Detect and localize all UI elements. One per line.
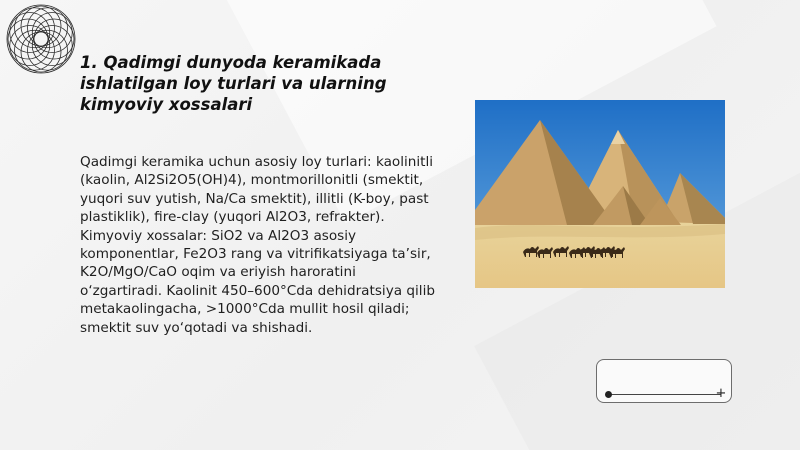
slide-title: 1. Qadimgi dunyoda keramikada ishlatilgan loy turlari va ularning kimyoviy xossalari	[80, 53, 387, 114]
slider-track-icon[interactable]	[608, 394, 721, 395]
circular-knot-ornament-icon	[5, 3, 77, 75]
slide-body-text: Qadimgi keramika uchun asosiy loy turlari: kaolinitli (kaolin, Al2Si2O5(OH)4), montmorillonitli (smektit, yuqori suv yutish, Na/Ca smektit), illitli (K-boy, past plastiklik), fire-clay (yuqori Al2O3, refrakter). Kimyoviy xossalar: SiO2 va Al2O3 asosiy komponentlar, Fe2O3 rang va vitrifikatsiyaga ta’sir, K2O/MgO/CaO oqim va eriyish haroratini o‘zgartiradi. Kaolinit 450–600°Cda dehidratsiya qilib metakaolingacha, >1000°Cda mullit hosil qiladi; smektit suv yo‘qotadi va shishadi.	[80, 154, 435, 336]
pyramids-camels-photo	[475, 100, 725, 288]
plus-icon[interactable]: +	[715, 386, 727, 401]
slider-knob[interactable]	[605, 391, 612, 398]
media-slider-control[interactable]	[596, 359, 732, 403]
